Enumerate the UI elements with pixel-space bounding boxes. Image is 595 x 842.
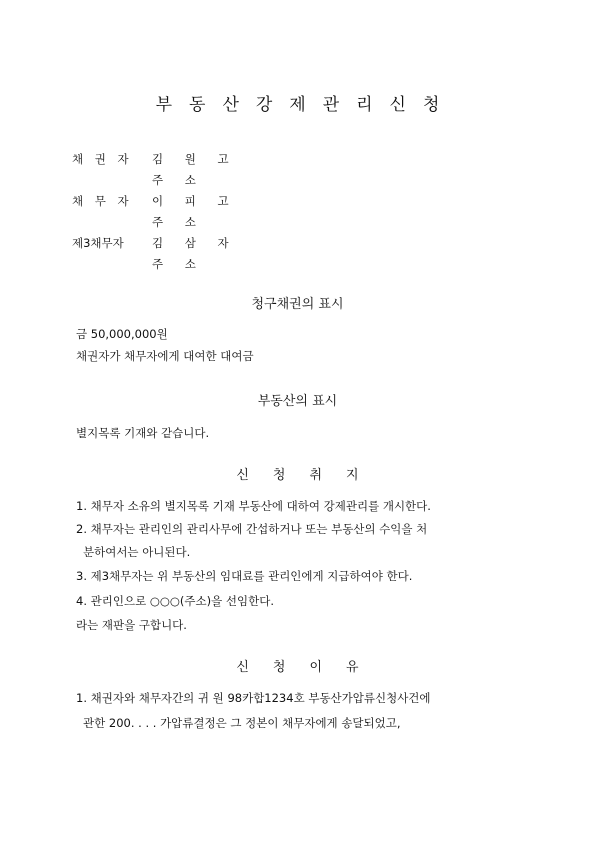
reason-heading: 신청이유 [236, 660, 383, 675]
third-debtor-name: 김 삼 자 [152, 236, 238, 250]
claim-heading: 청구채권의 표시 [251, 297, 344, 312]
purpose-line: 2. 채무자는 관리인의 관리사무에 간섭하거나 또는 부동산의 수익을 처 [76, 522, 428, 536]
property-heading: 부동산의 표시 [257, 394, 338, 409]
debtor-address-label: 주 소 [152, 215, 205, 229]
property-line: 별지목록 기재와 같습니다. [76, 426, 210, 440]
creditor-address-label: 주 소 [152, 173, 205, 187]
debtor-name: 이 피 고 [152, 194, 238, 208]
claim-line: 금 50,000,000원 [76, 327, 168, 341]
creditor-label: 채 권 자 [72, 152, 133, 166]
reason-line: 관한 200. . . . 가압류결정은 그 정본이 채무자에게 송달되었고, [83, 716, 401, 730]
claim-line: 채권자가 채무자에게 대여한 대여금 [76, 349, 254, 363]
document-title: 부동산강제관리신청 [155, 95, 457, 115]
third-debtor-label: 제3채무자 [72, 236, 124, 250]
reason-line: 1. 채권자와 채무자간의 귀 원 98카합1234호 부동산가압류신청사건에 [76, 691, 431, 705]
third-debtor-address-label: 주 소 [152, 257, 205, 271]
purpose-heading: 신청취지 [236, 468, 383, 483]
creditor-name: 김 원 고 [152, 152, 238, 166]
purpose-line: 3. 제3채무자는 위 부동산의 임대료를 관리인에게 지급하여야 한다. [76, 569, 413, 583]
debtor-label: 채 무 자 [72, 194, 133, 208]
purpose-line: 분하여서는 아니된다. [83, 545, 191, 559]
purpose-line: 4. 관리인으로 ○○○(주소)을 선임한다. [76, 594, 274, 608]
purpose-line: 라는 재판을 구합니다. [76, 618, 187, 632]
purpose-line: 1. 채무자 소유의 별지목록 기재 부동산에 대하여 강제관리를 개시한다. [76, 499, 431, 513]
